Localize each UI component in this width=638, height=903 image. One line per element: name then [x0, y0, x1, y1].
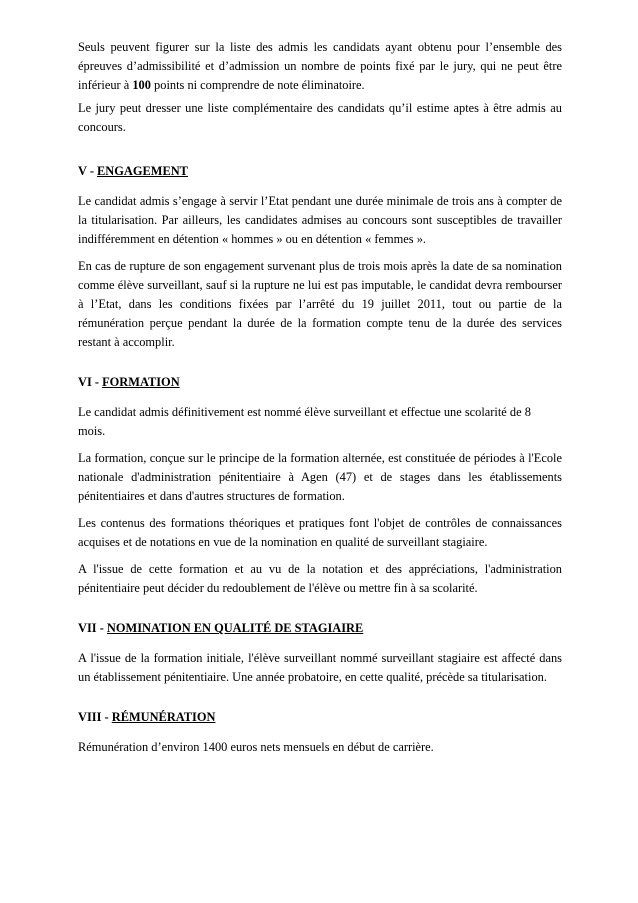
section-heading-nomination	[78, 619, 562, 638]
intro-text-start: Seuls peuvent figurer sur la liste des admis les candidats ayant obtenu pour l’ensemble des épreuves d’admissibilité et d’admission un nombre de points fixé par le jury, qui ne peut être inférieur à	[78, 40, 562, 92]
engagement-paragraph-1: Le candidat admis s’engage à servir l’Etat pendant une durée minimale de trois ans à compter de la titularisation. Par ailleurs, les candidates admises au concours sont susceptibles de travailler indifféremment en détention « hommes » ou en détention « femmes ».	[78, 194, 562, 246]
engagement-paragraph-2: En cas de rupture de son engagement survenant plus de trois mois après la date de sa nomination comme élève surveillant, sauf si la rupture ne lui est pas imputable, le candidat devra rembourser à l’Etat, dans les conditions fixées par l’arrêté du 19 juillet 2011, tout ou partie de la rémunération perçue pendant la durée de la formation compte tenu de la durée des services restant à accomplir.	[78, 259, 562, 349]
section-title: ENGAGEMENT	[97, 164, 188, 178]
formation-paragraph-2: La formation, conçue sur le principe de la formation alternée, est constituée de périodes à l'Ecole nationale d'administration pénitentiaire à Agen (47) et de stages dans les établissements pénitentiaires et dans d'autres structures de formation.	[78, 451, 562, 503]
section-title: NOMINATION EN QUALITÉ DE STAGIAIRE	[106, 621, 364, 635]
intro-paragraph-jury: Le jury peut dresser une liste complémentaire des candidats qu’il estime aptes à être admis au concours.	[78, 101, 562, 134]
document-page	[78, 38, 562, 757]
section-heading-formation	[78, 373, 562, 392]
section-title: FORMATION	[102, 375, 180, 389]
intro-paragraph-admission	[78, 38, 562, 95]
section-number: VI -	[78, 375, 103, 389]
formation-paragraph-4: A l'issue de cette formation et au vu de la notation et des appréciations, l'administration pénitentiaire peut décider du redoublement de l'élève ou mettre fin à sa scolarité.	[78, 562, 562, 595]
section-title: RÉMUNÉRATION	[111, 710, 216, 724]
section-number: V -	[78, 164, 98, 178]
intro-text-end: points ni comprendre de note éliminatoire.	[150, 78, 365, 92]
section-heading-remuneration	[78, 708, 562, 727]
intro-min-points: 100	[132, 78, 151, 92]
section-heading-engagement	[78, 162, 562, 181]
nomination-paragraph-1: A l'issue de la formation initiale, l'élève surveillant nommé surveillant stagiaire est affecté dans un établissement pénitentiaire. Une année probatoire, en cette qualité, précède sa titularisation.	[78, 651, 562, 684]
section-number: VII -	[78, 621, 107, 635]
formation-paragraph-3: Les contenus des formations théoriques et pratiques font l'objet de contrôles de connaissances acquises et de notations en vue de la nomination en qualité de surveillant stagiaire.	[78, 516, 562, 549]
remuneration-paragraph-1: Rémunération d’environ 1400 euros nets mensuels en début de carrière.	[78, 740, 434, 754]
formation-paragraph-1: Le candidat admis définitivement est nommé élève surveillant et effectue une scolarité de 8 mois.	[78, 405, 531, 438]
section-number: VIII -	[78, 710, 112, 724]
